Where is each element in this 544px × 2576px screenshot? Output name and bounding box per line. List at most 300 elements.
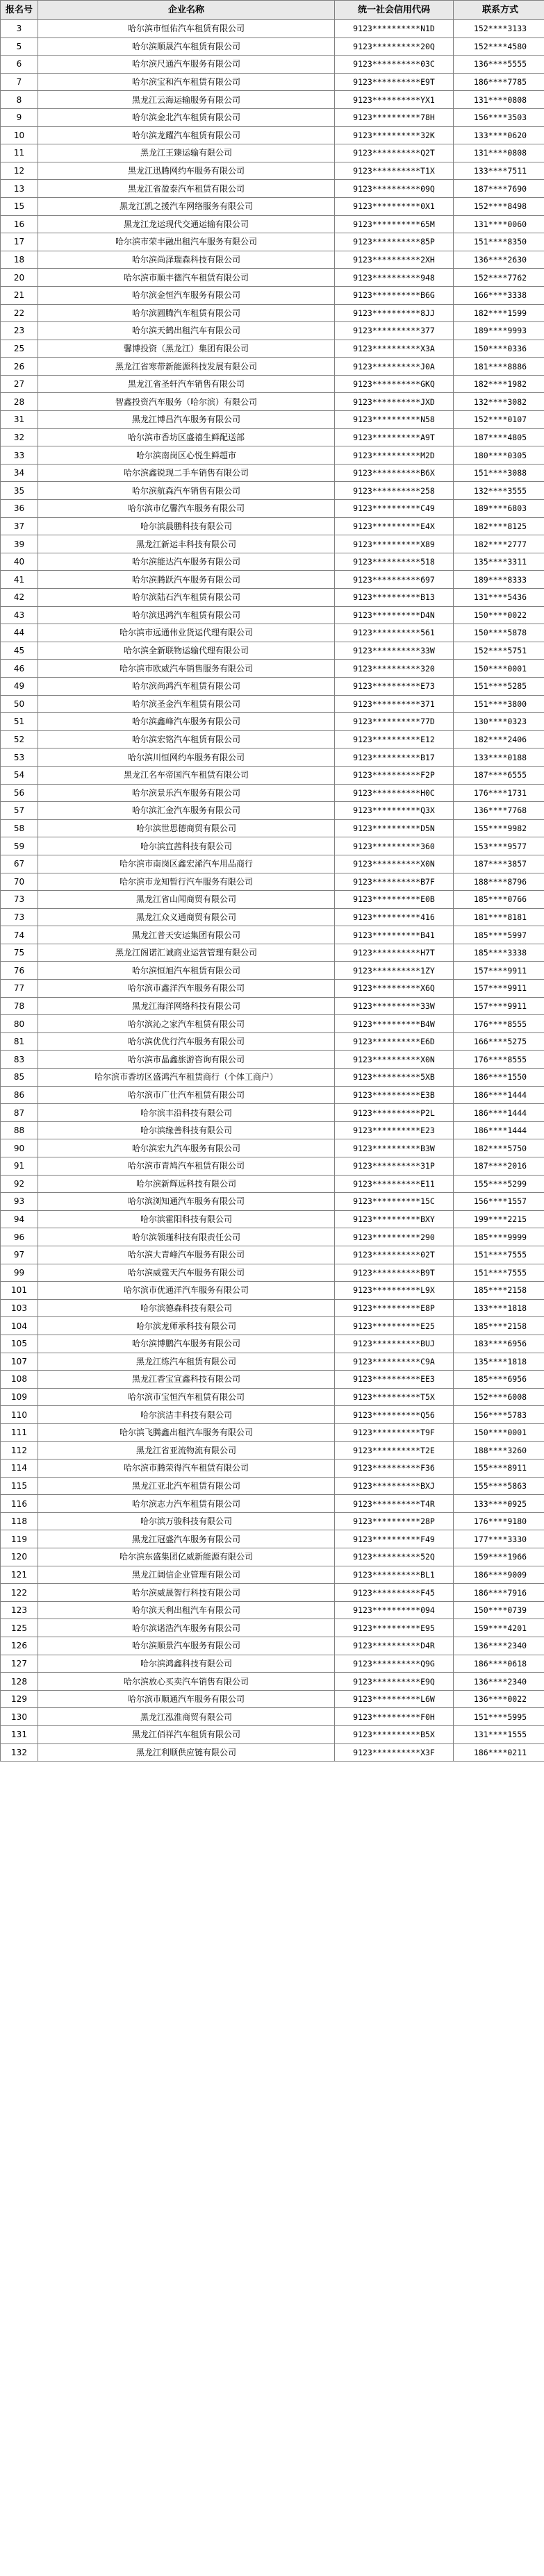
company-name-cell: 哈尔滨顺晟汽车租赁有限公司 <box>38 37 335 56</box>
table-row <box>1 464 544 482</box>
credit-code-cell: 9123**********BXY <box>335 1210 454 1228</box>
table-row <box>1 1353 544 1371</box>
table-row <box>1 340 544 358</box>
table-row <box>1 1069 544 1087</box>
reg-no-cell: 75 <box>1 944 38 962</box>
credit-code-cell: 9123**********P2L <box>335 1104 454 1122</box>
reg-no-cell: 80 <box>1 1015 38 1033</box>
credit-code-cell: 9123**********416 <box>335 908 454 926</box>
reg-no-cell: 49 <box>1 677 38 695</box>
contact-cell: 186****1444 <box>454 1121 544 1139</box>
contact-cell: 189****6803 <box>454 500 544 518</box>
contact-cell: 185****0766 <box>454 891 544 909</box>
table-row <box>1 944 544 962</box>
contact-cell: 176****8555 <box>454 1015 544 1033</box>
contact-cell: 188****3260 <box>454 1441 544 1460</box>
table-row <box>1 500 544 518</box>
company-name-cell: 黑龙江迅腾网约车服务有限公司 <box>38 162 335 180</box>
company-name-cell: 哈尔滨霍阳科技有限公司 <box>38 1210 335 1228</box>
company-name-cell: 智鑫投资汽车服务（哈尔滨）有限公司 <box>38 393 335 411</box>
contact-cell: 155****5863 <box>454 1477 544 1495</box>
credit-code-cell: 9123**********X3A <box>335 340 454 358</box>
contact-cell: 189****9993 <box>454 322 544 340</box>
credit-code-cell: 9123**********52Q <box>335 1548 454 1566</box>
reg-no-cell: 111 <box>1 1423 38 1441</box>
contact-cell: 185****6956 <box>454 1371 544 1389</box>
reg-no-cell: 15 <box>1 197 38 215</box>
table-row <box>1 1619 544 1637</box>
table-row <box>1 1406 544 1424</box>
table-row <box>1 589 544 607</box>
reg-no-cell: 58 <box>1 819 38 837</box>
contact-cell: 182****5750 <box>454 1139 544 1157</box>
contact-cell: 185****2158 <box>454 1282 544 1300</box>
table-row <box>1 997 544 1015</box>
company-name-cell: 哈尔滨景乐汽车服务有限公司 <box>38 784 335 802</box>
table-row <box>1 748 544 767</box>
reg-no-cell: 93 <box>1 1193 38 1211</box>
credit-code-cell: 9123**********65M <box>335 215 454 233</box>
reg-no-cell: 81 <box>1 1032 38 1051</box>
contact-cell: 182****8125 <box>454 517 544 535</box>
table-row <box>1 553 544 571</box>
credit-code-cell: 9123**********B13 <box>335 589 454 607</box>
company-name-cell: 哈尔滨川恒网约车服务有限公司 <box>38 748 335 767</box>
table-row <box>1 624 544 642</box>
credit-code-cell: 9123**********B7F <box>335 873 454 891</box>
reg-no-cell: 94 <box>1 1210 38 1228</box>
contact-cell: 132****3555 <box>454 482 544 500</box>
credit-code-cell: 9123**********E25 <box>335 1317 454 1335</box>
company-name-cell: 黑龙江省亚流物流有限公司 <box>38 1441 335 1460</box>
company-name-cell: 黑龙江凯之援汽车网络服务有限公司 <box>38 197 335 215</box>
credit-code-cell: 9123**********E3B <box>335 1086 454 1104</box>
contact-cell: 187****4805 <box>454 428 544 446</box>
company-name-cell: 哈尔滨全新联物运输代理有限公司 <box>38 642 335 660</box>
company-name-cell: 哈尔滨市广仕汽车租赁有限公司 <box>38 1086 335 1104</box>
table-row <box>1 1726 544 1744</box>
reg-no-cell: 6 <box>1 56 38 74</box>
contact-cell: 136****2630 <box>454 251 544 269</box>
company-name-cell: 哈尔滨恒旭汽车租赁有限公司 <box>38 962 335 980</box>
credit-code-cell: 9123**********A9T <box>335 428 454 446</box>
reg-no-cell: 105 <box>1 1335 38 1353</box>
reg-no-cell: 73 <box>1 908 38 926</box>
company-name-cell: 黑龙江新运丰科技有限公司 <box>38 535 335 553</box>
credit-code-cell: 9123**********Q9G <box>335 1655 454 1673</box>
credit-code-cell: 9123**********Q56 <box>335 1406 454 1424</box>
contact-cell: 159****4201 <box>454 1619 544 1637</box>
contact-cell: 151****3800 <box>454 695 544 713</box>
credit-code-cell: 9123**********31P <box>335 1157 454 1176</box>
company-name-cell: 黑龙江利顺供应链有限公司 <box>38 1743 335 1762</box>
credit-code-cell: 9123**********L6W <box>335 1690 454 1708</box>
table-row <box>1 1690 544 1708</box>
credit-code-cell: 9123**********518 <box>335 553 454 571</box>
company-name-cell: 哈尔滨德森科技有限公司 <box>38 1299 335 1317</box>
credit-code-cell: 9123**********28P <box>335 1512 454 1530</box>
reg-no-cell: 90 <box>1 1139 38 1157</box>
credit-code-cell: 9123**********094 <box>335 1601 454 1619</box>
contact-cell: 186****9009 <box>454 1566 544 1584</box>
credit-code-cell: 9123**********948 <box>335 269 454 287</box>
contact-cell: 131****1555 <box>454 1726 544 1744</box>
reg-no-cell: 21 <box>1 286 38 304</box>
table-row <box>1 1743 544 1762</box>
contact-cell: 185****2158 <box>454 1317 544 1335</box>
contact-cell: 131****0060 <box>454 215 544 233</box>
company-name-cell: 哈尔滨市晶鑫旅游咨询有限公司 <box>38 1051 335 1069</box>
reg-no-cell: 74 <box>1 926 38 944</box>
table-row <box>1 606 544 624</box>
credit-code-cell: 9123**********371 <box>335 695 454 713</box>
contact-cell: 150****0001 <box>454 660 544 678</box>
contact-cell: 136****2340 <box>454 1673 544 1691</box>
table-row <box>1 908 544 926</box>
credit-code-cell: 9123**********E95 <box>335 1619 454 1637</box>
company-name-cell: 哈尔滨市亿馨汽车服务有限公司 <box>38 500 335 518</box>
reg-no-cell: 57 <box>1 802 38 820</box>
contact-cell: 157****9911 <box>454 997 544 1015</box>
company-name-cell: 哈尔滨市优通洋汽车服务有限公司 <box>38 1282 335 1300</box>
reg-no-cell: 56 <box>1 784 38 802</box>
company-name-cell: 哈尔滨鑫锐现二手车销售有限公司 <box>38 464 335 482</box>
contact-cell: 155****8911 <box>454 1460 544 1478</box>
credit-code-cell: 9123**********X0N <box>335 855 454 873</box>
credit-code-cell: 9123**********E23 <box>335 1121 454 1139</box>
credit-code-cell: 9123**********78H <box>335 108 454 126</box>
contact-cell: 133****0925 <box>454 1495 544 1513</box>
company-name-cell: 哈尔滨威晟智行科技有限公司 <box>38 1584 335 1602</box>
reg-no-cell: 129 <box>1 1690 38 1708</box>
reg-no-cell: 110 <box>1 1406 38 1424</box>
credit-code-cell: 9123**********32K <box>335 126 454 144</box>
reg-no-cell: 50 <box>1 695 38 713</box>
contact-cell: 133****1818 <box>454 1299 544 1317</box>
company-name-cell: 哈尔滨万骏科技有限公司 <box>38 1512 335 1530</box>
reg-no-cell: 22 <box>1 304 38 322</box>
table-row <box>1 1441 544 1460</box>
company-name-cell: 哈尔滨圣金汽车租赁有限公司 <box>38 695 335 713</box>
credit-code-cell: 9123**********F0H <box>335 1708 454 1726</box>
credit-code-cell: 9123**********09Q <box>335 180 454 198</box>
table-row <box>1 233 544 251</box>
contact-cell: 186****0618 <box>454 1655 544 1673</box>
table-row <box>1 1637 544 1655</box>
contact-cell: 176****8555 <box>454 1051 544 1069</box>
credit-code-cell: 9123**********YX1 <box>335 91 454 109</box>
table-row <box>1 1335 544 1353</box>
company-name-cell: 哈尔滨市荣丰融出租汽车服务有限公司 <box>38 233 335 251</box>
table-row <box>1 91 544 109</box>
contact-cell: 156****1557 <box>454 1193 544 1211</box>
contact-cell: 185****9999 <box>454 1228 544 1246</box>
table-row <box>1 1388 544 1406</box>
contact-cell: 189****8333 <box>454 571 544 589</box>
company-name-cell: 黑龙江王臻运输有限公司 <box>38 144 335 162</box>
credit-code-cell: 9123**********EE3 <box>335 1371 454 1389</box>
contact-cell: 150****0739 <box>454 1601 544 1619</box>
table-row <box>1 1104 544 1122</box>
reg-no-cell: 101 <box>1 1282 38 1300</box>
table-row <box>1 1210 544 1228</box>
reg-no-cell: 17 <box>1 233 38 251</box>
table-row <box>1 1032 544 1051</box>
company-name-cell: 馨博投资（黑龙江）集团有限公司 <box>38 340 335 358</box>
table-row <box>1 962 544 980</box>
reg-no-cell: 130 <box>1 1708 38 1726</box>
contact-cell: 182****2406 <box>454 730 544 748</box>
company-name-cell: 哈尔滨圆腾汽车租赁有限公司 <box>38 304 335 322</box>
table-row <box>1 1157 544 1176</box>
credit-code-cell: 9123**********E12 <box>335 730 454 748</box>
table-row <box>1 802 544 820</box>
contact-cell: 177****3330 <box>454 1530 544 1548</box>
company-name-cell: 哈尔滨浏知通汽车服务有限公司 <box>38 1193 335 1211</box>
table-row <box>1 37 544 56</box>
company-name-cell: 哈尔滨市香坊区盛鸿汽车租赁商行（个体工商户） <box>38 1069 335 1087</box>
table-row <box>1 251 544 269</box>
reg-no-cell: 12 <box>1 162 38 180</box>
reg-no-cell: 131 <box>1 1726 38 1744</box>
contact-cell: 186****1550 <box>454 1069 544 1087</box>
credit-code-cell: 9123**********L9X <box>335 1282 454 1300</box>
credit-code-cell: 9123**********03C <box>335 56 454 74</box>
company-name-cell: 哈尔滨金北汽车租赁有限公司 <box>38 108 335 126</box>
reg-no-cell: 77 <box>1 980 38 998</box>
contact-cell: 180****0305 <box>454 446 544 465</box>
table-row <box>1 1299 544 1317</box>
company-name-cell: 黑龙江香宝宣鑫科技有限公司 <box>38 1371 335 1389</box>
credit-code-cell: 9123**********B5X <box>335 1726 454 1744</box>
header-company-name: 企业名称 <box>38 1 335 20</box>
credit-code-cell: 9123**********T9F <box>335 1423 454 1441</box>
credit-code-cell: 9123**********8JJ <box>335 304 454 322</box>
credit-code-cell: 9123**********E0B <box>335 891 454 909</box>
company-name-cell: 黑龙江冠盛汽车服务有限公司 <box>38 1530 335 1548</box>
company-name-cell: 哈尔滨领瑾科技有限责任公司 <box>38 1228 335 1246</box>
company-name-cell: 哈尔滨鑫峰汽车服务有限公司 <box>38 713 335 731</box>
contact-cell: 132****3082 <box>454 393 544 411</box>
reg-no-cell: 26 <box>1 358 38 376</box>
table-row <box>1 1530 544 1548</box>
company-name-cell: 哈尔滨龙师承科技有限公司 <box>38 1317 335 1335</box>
company-name-cell: 黑龙江名车帝国汽车租赁有限公司 <box>38 766 335 784</box>
table-row <box>1 837 544 855</box>
credit-code-cell: 9123**********5XB <box>335 1069 454 1087</box>
reg-no-cell: 121 <box>1 1566 38 1584</box>
company-name-cell: 哈尔滨新辉远科技有限公司 <box>38 1175 335 1193</box>
credit-code-cell: 9123**********T1X <box>335 162 454 180</box>
table-row <box>1 535 544 553</box>
company-name-cell: 黑龙江阔信企业管理有限公司 <box>38 1566 335 1584</box>
company-name-cell: 哈尔滨市腾荣得汽车租赁有限公司 <box>38 1460 335 1478</box>
reg-no-cell: 91 <box>1 1157 38 1176</box>
company-name-cell: 黑龙江亚北汽车租赁有限公司 <box>38 1477 335 1495</box>
company-name-cell: 哈尔滨市青鸠汽车租赁有限公司 <box>38 1157 335 1176</box>
credit-code-cell: 9123**********561 <box>335 624 454 642</box>
company-name-cell: 哈尔滨诺浩汽车服务有限公司 <box>38 1619 335 1637</box>
company-name-cell: 哈尔滨鸿鑫科技有限公司 <box>38 1655 335 1673</box>
reg-no-cell: 27 <box>1 375 38 393</box>
reg-no-cell: 18 <box>1 251 38 269</box>
company-name-cell: 黑龙江阁诺汇诚商业运营管理有限公司 <box>38 944 335 962</box>
credit-code-cell: 9123**********B6X <box>335 464 454 482</box>
reg-no-cell: 25 <box>1 340 38 358</box>
credit-code-cell: 9123**********H0C <box>335 784 454 802</box>
credit-code-cell: 9123**********B9T <box>335 1264 454 1282</box>
contact-cell: 152****4580 <box>454 37 544 56</box>
company-name-cell: 哈尔滨志力汽车租赁有限公司 <box>38 1495 335 1513</box>
reg-no-cell: 103 <box>1 1299 38 1317</box>
credit-code-cell: 9123**********377 <box>335 322 454 340</box>
table-row <box>1 1566 544 1584</box>
credit-code-cell: 9123**********B3W <box>335 1139 454 1157</box>
reg-no-cell: 13 <box>1 180 38 198</box>
contact-cell: 182****1599 <box>454 304 544 322</box>
credit-code-cell: 9123**********X3F <box>335 1743 454 1762</box>
table-row <box>1 1584 544 1602</box>
reg-no-cell: 43 <box>1 606 38 624</box>
table-row <box>1 926 544 944</box>
company-name-cell: 哈尔滨东盛集团亿威新能源有限公司 <box>38 1548 335 1566</box>
contact-cell: 185****3338 <box>454 944 544 962</box>
company-name-cell: 哈尔滨威霆天汽车服务有限公司 <box>38 1264 335 1282</box>
reg-no-cell: 109 <box>1 1388 38 1406</box>
credit-code-cell: 9123**********B17 <box>335 748 454 767</box>
table-row <box>1 126 544 144</box>
table-row <box>1 1175 544 1193</box>
company-name-cell: 哈尔滨陆石汽车租赁有限公司 <box>38 589 335 607</box>
reg-no-cell: 44 <box>1 624 38 642</box>
reg-no-cell: 59 <box>1 837 38 855</box>
reg-no-cell: 36 <box>1 500 38 518</box>
reg-no-cell: 41 <box>1 571 38 589</box>
table-row <box>1 1655 544 1673</box>
contact-cell: 133****0188 <box>454 748 544 767</box>
contact-cell: 135****3311 <box>454 553 544 571</box>
table-row <box>1 56 544 74</box>
reg-no-cell: 104 <box>1 1317 38 1335</box>
table-row <box>1 1673 544 1691</box>
reg-no-cell: 31 <box>1 411 38 429</box>
contact-cell: 156****5783 <box>454 1406 544 1424</box>
table-row <box>1 446 544 465</box>
company-name-cell: 哈尔滨龙耀汽车租赁有限公司 <box>38 126 335 144</box>
table-row <box>1 322 544 340</box>
company-name-cell: 哈尔滨尚泽瑞森科技有限公司 <box>38 251 335 269</box>
contact-cell: 151****5995 <box>454 1708 544 1726</box>
table-row <box>1 215 544 233</box>
table-row <box>1 482 544 500</box>
contact-cell: 187****2016 <box>454 1157 544 1176</box>
company-name-cell: 哈尔滨市香坊区盛禧生鲜配送部 <box>38 428 335 446</box>
reg-no-cell: 51 <box>1 713 38 731</box>
header-credit-code: 统一社会信用代码 <box>335 1 454 20</box>
table-row <box>1 1512 544 1530</box>
company-name-cell: 哈尔滨市南岗区鑫宏浠汽车用品商行 <box>38 855 335 873</box>
table-row <box>1 1121 544 1139</box>
credit-code-cell: 9123**********D4N <box>335 606 454 624</box>
contact-cell: 181****8886 <box>454 358 544 376</box>
table-row <box>1 713 544 731</box>
reg-no-cell: 70 <box>1 873 38 891</box>
credit-code-cell: 9123**********F45 <box>335 1584 454 1602</box>
contact-cell: 151****7555 <box>454 1264 544 1282</box>
credit-code-cell: 9123**********B4W <box>335 1015 454 1033</box>
contact-cell: 131****0808 <box>454 144 544 162</box>
reg-no-cell: 122 <box>1 1584 38 1602</box>
reg-no-cell: 114 <box>1 1460 38 1478</box>
table-row <box>1 980 544 998</box>
company-name-cell: 哈尔滨迅鸿汽车租赁有限公司 <box>38 606 335 624</box>
credit-code-cell: 9123**********0X1 <box>335 197 454 215</box>
reg-no-cell: 45 <box>1 642 38 660</box>
credit-code-cell: 9123**********F36 <box>335 1460 454 1478</box>
table-row <box>1 1246 544 1264</box>
credit-code-cell: 9123**********Q3X <box>335 802 454 820</box>
table-row <box>1 1601 544 1619</box>
credit-code-cell: 9123**********X6Q <box>335 980 454 998</box>
company-name-cell: 黑龙江省山闻商贸有限公司 <box>38 891 335 909</box>
contact-cell: 136****5555 <box>454 56 544 74</box>
table-row <box>1 517 544 535</box>
company-name-cell: 哈尔滨宝和汽车租赁有限公司 <box>38 73 335 91</box>
company-name-cell: 哈尔滨放心买卖汽车销售有限公司 <box>38 1673 335 1691</box>
reg-no-cell: 3 <box>1 20 38 38</box>
contact-cell: 181****8181 <box>454 908 544 926</box>
contact-cell: 186****7785 <box>454 73 544 91</box>
company-name-cell: 哈尔滨飞腾鑫出租汽车服务有限公司 <box>38 1423 335 1441</box>
reg-no-cell: 10 <box>1 126 38 144</box>
contact-cell: 185****5997 <box>454 926 544 944</box>
reg-no-cell: 119 <box>1 1530 38 1548</box>
contact-cell: 166****3338 <box>454 286 544 304</box>
contact-cell: 155****5299 <box>454 1175 544 1193</box>
table-row <box>1 269 544 287</box>
company-name-cell: 哈尔滨金恒汽车服务有限公司 <box>38 286 335 304</box>
credit-code-cell: 9123**********85P <box>335 233 454 251</box>
company-name-cell: 黑龙江泓淮商贸有限公司 <box>38 1708 335 1726</box>
table-row <box>1 1228 544 1246</box>
reg-no-cell: 40 <box>1 553 38 571</box>
company-name-cell: 哈尔滨晨鹏科技有限公司 <box>38 517 335 535</box>
credit-code-cell: 9123**********E9Q <box>335 1673 454 1691</box>
credit-code-cell: 9123**********D5N <box>335 819 454 837</box>
reg-no-cell: 123 <box>1 1601 38 1619</box>
table-header-row <box>1 1 544 20</box>
contact-cell: 166****5275 <box>454 1032 544 1051</box>
company-name-cell: 黑龙江云海运输服务有限公司 <box>38 91 335 109</box>
company-name-cell: 哈尔滨市龙知暂行汽车服务有限公司 <box>38 873 335 891</box>
credit-code-cell: 9123**********Q2T <box>335 144 454 162</box>
header-reg-no: 报名号 <box>1 1 38 20</box>
credit-code-cell: 9123**********1ZY <box>335 962 454 980</box>
credit-code-cell: 9123**********E8P <box>335 1299 454 1317</box>
reg-no-cell: 112 <box>1 1441 38 1460</box>
reg-no-cell: 35 <box>1 482 38 500</box>
reg-no-cell: 67 <box>1 855 38 873</box>
credit-code-cell: 9123**********20Q <box>335 37 454 56</box>
reg-no-cell: 115 <box>1 1477 38 1495</box>
table-row <box>1 1015 544 1033</box>
company-name-cell: 黑龙江省圣轩汽车销售有限公司 <box>38 375 335 393</box>
credit-code-cell: 9123**********697 <box>335 571 454 589</box>
contact-cell: 152****7762 <box>454 269 544 287</box>
contact-cell: 157****9911 <box>454 962 544 980</box>
company-name-cell: 哈尔滨航森汽车销售有限公司 <box>38 482 335 500</box>
table-row <box>1 1139 544 1157</box>
